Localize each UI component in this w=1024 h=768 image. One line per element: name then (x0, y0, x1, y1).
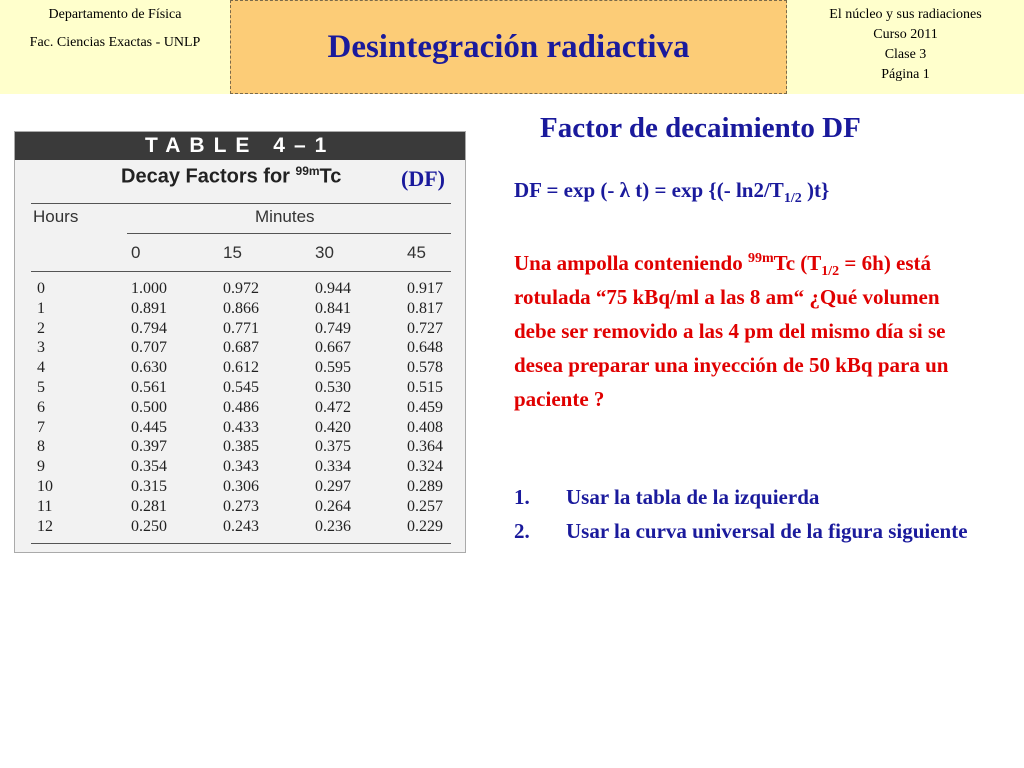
minute-col-header: 15 (223, 243, 242, 262)
decay-value-cell: 0.243 (223, 518, 259, 535)
course-year: Curso 2011 (873, 27, 938, 42)
decay-value-cell: 0.264 (315, 498, 351, 515)
decay-value-cell: 0.841 (315, 300, 351, 317)
decay-value-cell: 0.281 (131, 498, 167, 515)
table-heading-bar (15, 132, 465, 160)
decay-value-cell: 0.891 (131, 300, 167, 317)
minute-col-header: 45 (407, 243, 426, 262)
decay-value-cell: 0.707 (131, 339, 167, 356)
decay-value-cell: 1.000 (131, 280, 167, 297)
decay-value-cell: 0.944 (315, 280, 351, 297)
decay-value-cell: 0.433 (223, 419, 259, 436)
header-left (0, 0, 230, 94)
decay-value-cell: 0.385 (223, 438, 259, 455)
decay-value-cell: 0.459 (407, 399, 443, 416)
decay-value-cell: 0.289 (407, 478, 443, 495)
decay-value-cell: 0.817 (407, 300, 443, 317)
hour-cell: 5 (37, 379, 45, 396)
decay-value-cell: 0.306 (223, 478, 259, 495)
hour-cell: 11 (37, 498, 53, 515)
decay-value-cell: 0.408 (407, 419, 443, 436)
decay-value-cell: 0.749 (315, 320, 351, 337)
decay-value-cell: 0.561 (131, 379, 167, 396)
minute-col-header: 30 (315, 243, 334, 262)
page-title: Desintegración radiactiva (327, 28, 690, 65)
hour-cell: 9 (37, 458, 45, 475)
course-topic: El núcleo y sus radiaciones (829, 7, 982, 22)
decay-value-cell: 0.236 (315, 518, 351, 535)
hour-cell: 4 (37, 359, 45, 376)
decay-value-cell: 0.515 (407, 379, 443, 396)
hour-cell: 6 (37, 399, 45, 416)
decay-value-cell: 0.771 (223, 320, 259, 337)
decay-value-cell: 0.257 (407, 498, 443, 515)
df-tag: (DF) (401, 166, 445, 191)
method-list (514, 480, 974, 548)
minutes-header: Minutes (255, 207, 315, 226)
decay-value-cell: 0.354 (131, 458, 167, 475)
hour-cell: 8 (37, 438, 45, 455)
decay-value-cell: 0.648 (407, 339, 443, 356)
class-number: Clase 3 (884, 47, 927, 62)
decay-value-cell: 0.727 (407, 320, 443, 337)
decay-value-cell: 0.530 (315, 379, 351, 396)
decay-value-cell: 0.972 (223, 280, 259, 297)
decay-value-cell: 0.250 (131, 518, 167, 535)
decay-value-cell: 0.667 (315, 339, 351, 356)
table-rule-top (31, 203, 451, 204)
decay-value-cell: 0.229 (407, 518, 443, 535)
header-right (787, 0, 1024, 94)
decay-value-cell: 0.500 (131, 399, 167, 416)
decay-value-cell: 0.334 (315, 458, 351, 475)
decay-value-cell: 0.420 (315, 419, 351, 436)
section-title: Factor de decaimiento DF (540, 112, 861, 144)
decay-value-cell: 0.630 (131, 359, 167, 376)
hour-cell: 12 (37, 518, 53, 535)
header-title-box (230, 0, 787, 94)
minute-col-header: 0 (131, 243, 141, 262)
decay-value-cell: 0.578 (407, 359, 443, 376)
hour-cell: 7 (37, 419, 45, 436)
hour-cell: 1 (37, 300, 45, 317)
decay-value-cell: 0.375 (315, 438, 351, 455)
decay-value-cell: 0.866 (223, 300, 259, 317)
decay-value-cell: 0.297 (315, 478, 351, 495)
table-subtitle: Decay Factors for $^{99m}$Tc (121, 164, 342, 188)
hours-header: Hours (33, 207, 79, 226)
decay-value-cell: 0.595 (315, 359, 351, 376)
decay-value-cell: 0.343 (223, 458, 259, 475)
decay-value-cell: 0.324 (407, 458, 443, 475)
decay-value-cell: 0.273 (223, 498, 259, 515)
decay-value-cell: 0.472 (315, 399, 351, 416)
hour-cell: 2 (37, 320, 45, 337)
page-number: Página 1 (881, 67, 930, 82)
decay-value-cell: 0.315 (131, 478, 167, 495)
hour-cell: 10 (37, 478, 53, 495)
table-rule-bottom (31, 543, 451, 544)
decay-value-cell: 0.486 (223, 399, 259, 416)
problem-statement: Una ampolla conteniendo $^{99m}$Tc $(T_{1/2} = 6h)$ está rotulada “75 kBq/ml a las 8 am“ ¿Qué volumen debe ser removido a las 4 pm del mismo día si se desea preparar una inyección de 50 kBq para un paciente ? (514, 251, 949, 411)
decay-factor-table (14, 131, 466, 553)
hour-cell: 3 (37, 339, 45, 356)
decay-value-cell: 0.445 (131, 419, 167, 436)
table-heading: TABLE 4–1 (145, 134, 336, 157)
list-item: 1. Usar la tabla de la izquierda (514, 485, 820, 509)
decay-value-cell: 0.364 (407, 438, 443, 455)
table-rule-header-bottom (31, 271, 451, 272)
department-label: Departamento de Física (48, 7, 182, 22)
decay-value-cell: 0.397 (131, 438, 167, 455)
table-rule-minutes (127, 233, 451, 234)
decay-value-cell: 0.917 (407, 280, 443, 297)
decay-value-cell: 0.545 (223, 379, 259, 396)
decay-value-cell: 0.612 (223, 359, 259, 376)
df-formula: DF = exp (- λ t) = exp {(- $\ln 2/T_{1/2}$ )t} (514, 178, 830, 207)
decay-value-cell: 0.794 (131, 320, 167, 337)
faculty-label: Fac. Ciencias Exactas - UNLP (29, 35, 201, 50)
list-item: 2. Usar la curva universal de la figura siguiente (514, 519, 968, 543)
hour-cell: 0 (37, 280, 45, 297)
decay-value-cell: 0.687 (223, 339, 259, 356)
